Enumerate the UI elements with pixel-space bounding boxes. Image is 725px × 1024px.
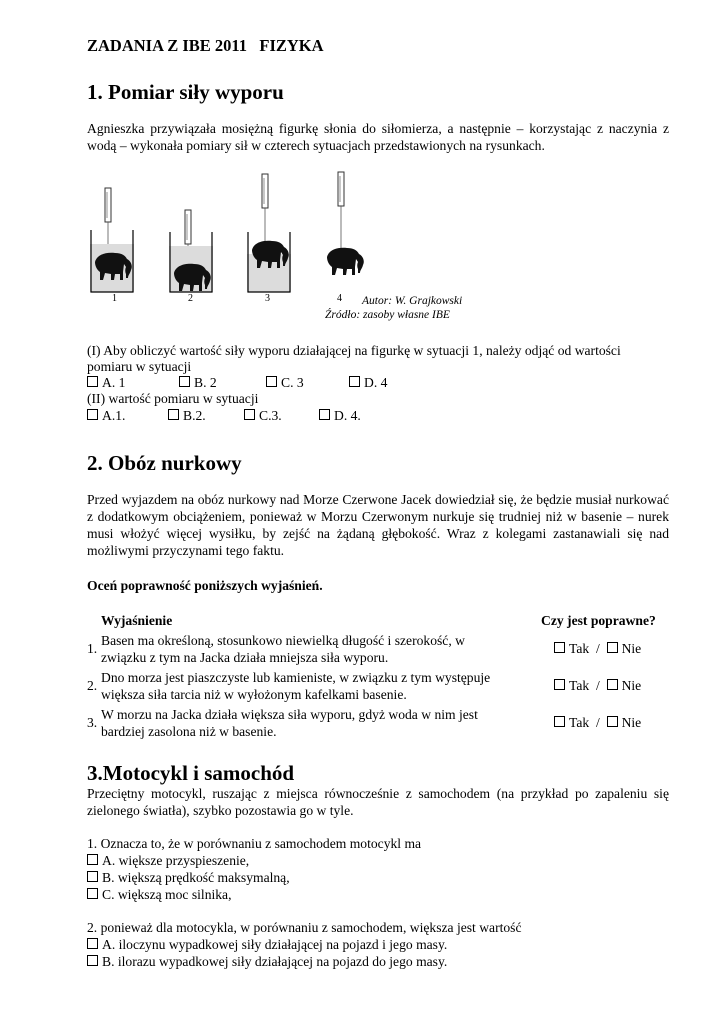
checkbox-icon[interactable] [349,376,360,387]
checkbox-yes-icon[interactable] [554,679,565,690]
section-3-title: 3.Motocykl i samochód [87,761,295,785]
figure-author: Autor: W. Grajkowski [362,295,463,307]
section-1-title: 1. Pomiar siły wyporu [87,80,284,104]
q2-option-a[interactable]: A.1. [87,407,125,424]
checkbox-no-icon[interactable] [607,679,618,690]
fig-label-4: 4 [337,293,342,304]
row-explanation: Basen ma określoną, stosunkowo niewielką długość i szerokość, w związku z tym na Jacka działa mniejsza siła wyporu. [101,633,465,665]
setup-1 [90,188,134,292]
checkbox-icon[interactable] [87,854,98,865]
s3-q2-option-a[interactable]: A. iloczynu wypadkowej siły działającej na pojazd i jego masy. [87,936,447,953]
checkbox-yes-icon[interactable] [554,716,565,727]
checkbox-icon[interactable] [179,376,190,387]
section-2-intro: Przed wyjazdem na obóz nurkowy nad Morze Czerwone Jacek dowiedział się, że będzie musiał nurkować z dodatkowym obciążeniem, ponieważ w Morzu Czerwonym nurkuje się trudniej niż w basenie – nurek musi włożyć więcej wysiłku, by zejść na żądaną głębokość. Wraz z kolegami zastanawiali się nad możliwymi przyczynami tego faktu. [87,492,669,558]
section-1-intro: Agnieszka przywiązała mosiężną figurkę słonia do siłomierza, a następnie – korzystając z naczynia z wodą – wykonała pomiary sił w czterech sytuacjach przedstawionych na rysunkach. [87,121,669,153]
q2-option-d[interactable]: D. 4. [319,407,361,424]
checkbox-icon[interactable] [87,871,98,882]
section-3-intro: Przeciętny motocykl, ruszając z miejsca równocześnie z samochodem (na przykład po zapaleniu się zielonego światła), szybko pozostawia go w tyle. [87,786,669,818]
row-number: 3. [87,715,98,730]
checkbox-no-icon[interactable] [607,716,618,727]
checkbox-no-icon[interactable] [607,642,618,653]
checkbox-yes-icon[interactable] [554,642,565,653]
s3-q2: 2. ponieważ dla motocykla, w porównaniu z samochodem, większa jest wartość [87,920,522,935]
fig-label-1: 1 [112,293,117,304]
row-explanation: W morzu na Jacka działa większa siła wyporu, gdyż woda w nim jest bardziej zasolona niż w basenie. [101,707,478,739]
checkbox-icon[interactable] [266,376,277,387]
column-header-correct: Czy jest poprawne? [541,613,656,628]
s3-q2-option-b[interactable]: B. ilorazu wypadkowej siły działającej na pojazd do jego masy. [87,953,447,970]
q2-option-c[interactable]: C.3. [244,407,282,424]
page-header: ZADANIA Z IBE 2011 FIZYKA [87,36,324,55]
section-2-title: 2. Obóz nurkowy [87,451,242,475]
q2-option-b[interactable]: B.2. [168,407,206,424]
checkbox-icon[interactable] [87,955,98,966]
q1-line2: pomiaru w sytuacji [87,359,192,374]
checkbox-icon[interactable] [244,409,255,420]
checkbox-icon[interactable] [87,376,98,387]
row-answer: Tak / Nie [554,678,641,694]
setup-3 [247,174,291,292]
fig-label-3: 3 [265,293,270,304]
checkbox-icon[interactable] [87,888,98,899]
setup-2 [169,210,213,292]
section-2-instruction: Oceń poprawność poniższych wyjaśnień. [87,578,323,593]
fig-label-2: 2 [188,293,193,304]
setup-4 [327,172,364,275]
s3-q1-option-b[interactable]: B. większą prędkość maksymalną, [87,869,290,886]
s3-q1-option-c[interactable]: C. większą moc silnika, [87,886,232,903]
checkbox-icon[interactable] [319,409,330,420]
figure-source: Źródło: zasoby własne IBE [325,309,450,321]
checkbox-icon[interactable] [168,409,179,420]
q1-line1: (I) Aby obliczyć wartość siły wyporu działającej na figurkę w sytuacji 1, należy odjąć od wartości [87,343,621,358]
s3-q1: 1. Oznacza to, że w porównaniu z samochodem motocykl ma [87,836,422,851]
q1-option-c[interactable]: C. 3 [266,374,304,391]
q1-option-d[interactable]: D. 4 [349,374,387,391]
row-answer: Tak / Nie [554,715,641,731]
row-explanation: Dno morza jest piaszczyste lub kamieniste, w związku z tym występuje większa siła tarcia niż w wyłożonym kafelkami basenie. [101,670,491,702]
q2-line: (II) wartość pomiaru w sytuacji [87,391,259,406]
q1-option-b[interactable]: B. 2 [179,374,217,391]
checkbox-icon[interactable] [87,938,98,949]
buoyancy-figure [85,168,485,308]
checkbox-icon[interactable] [87,409,98,420]
row-answer: Tak / Nie [554,641,641,657]
column-header-explanation: Wyjaśnienie [101,613,173,628]
s3-q1-option-a[interactable]: A. większe przyspieszenie, [87,852,249,869]
row-number: 1. [87,641,98,656]
q1-option-a[interactable]: A. 1 [87,374,125,391]
row-number: 2. [87,678,98,693]
